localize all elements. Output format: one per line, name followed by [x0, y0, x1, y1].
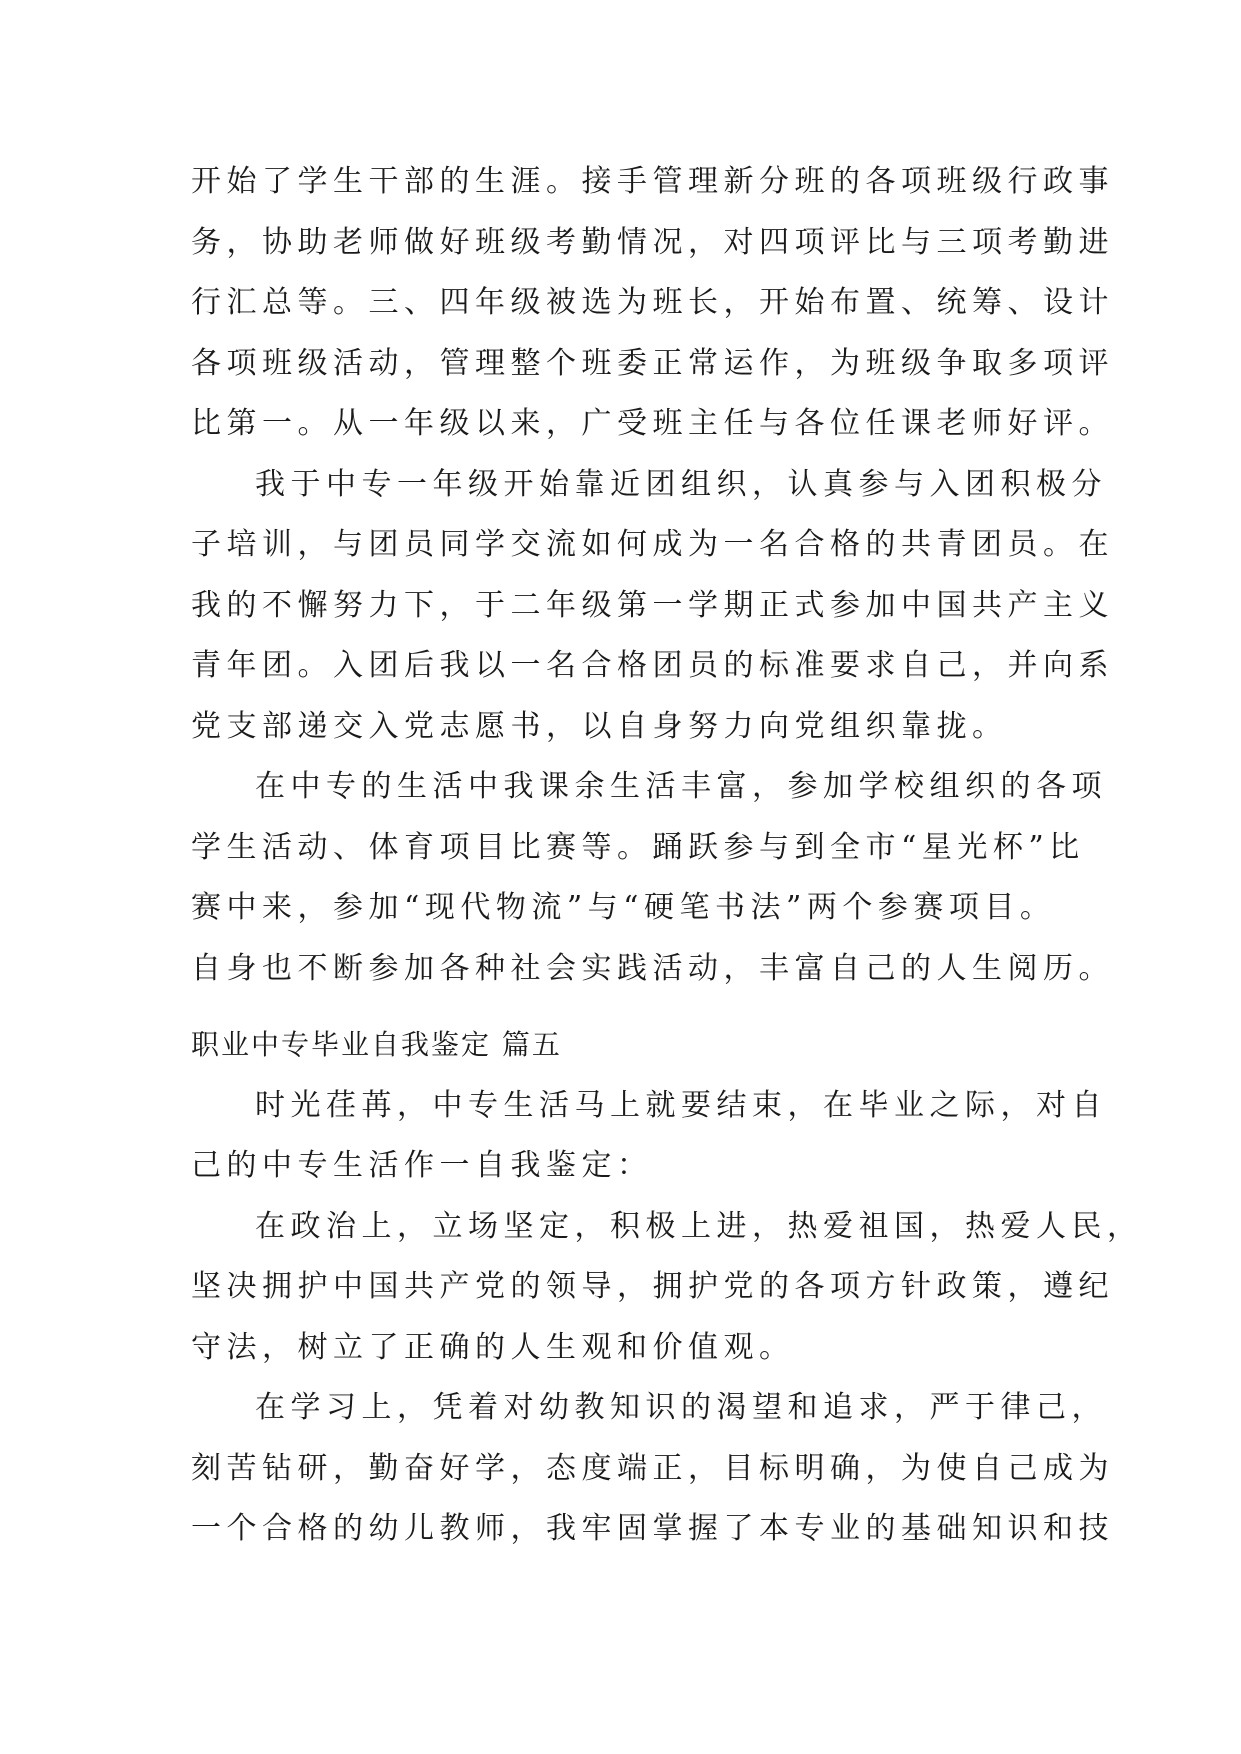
body-text-section-2: [191, 1015, 1143, 1560]
text-line: 守法，树立了正确的人生观和价值观。: [191, 1329, 795, 1365]
paragraph-first-line: 在中专的生活中我课余生活丰富，参加学校组织的各项: [255, 769, 1107, 804]
text-line: 行汇总等。三、四年级被选为班长，开始布置、统筹、设计: [191, 285, 1114, 320]
text-line: 学生活动、体育项目比赛等。踊跃参与到全市“星光杯”比: [191, 829, 1085, 865]
text-line: 党支部递交入党志愿书，以自身努力向党组织靠拢。: [191, 708, 1008, 744]
text-line: 青年团。入团后我以一名合格团员的标准要求自己，并向系: [191, 648, 1114, 683]
text-line: 务，协助老师做好班级考勤情况，对四项评比与三项考勤进: [191, 224, 1114, 260]
text-line: 一个合格的幼儿教师，我牢固掌握了本专业的基础知识和技: [191, 1511, 1114, 1546]
text-line: 子培训，与团员同学交流如何成为一名合格的共青团员。在: [191, 527, 1114, 562]
body-text-section-1: [191, 152, 1114, 999]
text-line: 开始了学生干部的生涯。接手管理新分班的各项班级行政事: [191, 164, 1114, 199]
text-line: 我的不懈努力下，于二年级第一学期正式参加中国共产主义: [191, 587, 1114, 623]
text-line: 各项班级活动，管理整个班委正常运作，为班级争取多项评: [191, 345, 1114, 381]
text-line: 赛中来，参加“现代物流”与“硬笔书法”两个参赛项目。: [191, 890, 1056, 925]
text-line: 自身也不断参加各种社会实践活动，丰富自己的人生阅历。: [191, 950, 1114, 986]
paragraph-first-line: 在政治上，立场坚定，积极上进，热爱祖国，热爱人民，: [255, 1208, 1143, 1244]
paragraph-first-line: 时光荏苒，中专生活马上就要结束，在毕业之际，对自: [255, 1087, 1107, 1123]
section-heading: 职业中专毕业自我鉴定 篇五: [191, 1028, 562, 1061]
text-line: 己的中专生活作一自我鉴定：: [191, 1148, 653, 1183]
text-line: 坚决拥护中国共产党的领导，拥护党的各项方针政策，遵纪: [191, 1269, 1114, 1304]
text-line: 比第一。从一年级以来，广受班主任与各位任课老师好评。: [191, 406, 1114, 441]
paragraph-first-line: 我于中专一年级开始靠近团组织，认真参与入团积极分: [255, 466, 1107, 502]
text-line: 刻苦钻研，勤奋好学，态度端正，目标明确，为使自己成为: [191, 1450, 1114, 1486]
paragraph-first-line: 在学习上，凭着对幼教知识的渴望和追求，严于律己，: [255, 1390, 1107, 1425]
